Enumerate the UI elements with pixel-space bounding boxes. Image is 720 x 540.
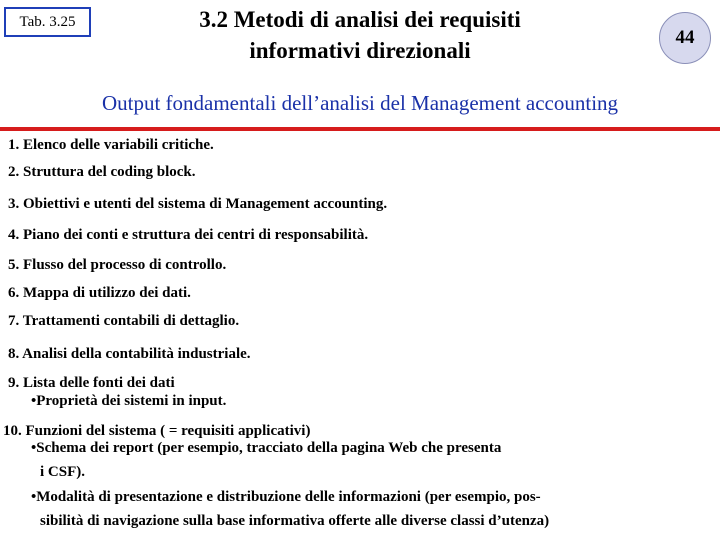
list-subitem-continuation: sibilità di navigazione sulla base informativa offerte alle diverse classi d’utenza) — [40, 513, 550, 529]
divider-rule — [0, 127, 720, 131]
slide-title-line-2: informativi direzionali — [249, 38, 471, 63]
list-item: 4. Piano dei conti e struttura dei centri di responsabilità. — [8, 227, 369, 243]
list-subitem: •Modalità di presentazione e distribuzione delle informazioni (per esempio, pos- — [31, 489, 541, 505]
slide-title-line-1: 3.2 Metodi di analisi dei requisiti — [199, 7, 521, 32]
slide-title — [130, 4, 590, 66]
list-item: 9. Lista delle fonti dei dati — [8, 375, 175, 391]
table-number-label: Tab. 3.25 — [4, 7, 91, 37]
list-item: 10. Funzioni del sistema ( = requisiti applicativi) — [3, 423, 311, 439]
list-item: 3. Obiettivi e utenti del sistema di Management accounting. — [8, 196, 388, 212]
list-item: 5. Flusso del processo di controllo. — [8, 257, 227, 273]
page-number-badge: 44 — [659, 12, 711, 64]
list-subitem: •Proprietà dei sistemi in input. — [31, 393, 227, 409]
list-subitem-continuation: i CSF). — [40, 464, 85, 480]
list-item: 7. Trattamenti contabili di dettaglio. — [8, 313, 240, 329]
list-item: 2. Struttura del coding block. — [8, 164, 196, 180]
list-item: 1. Elenco delle variabili critiche. — [8, 137, 214, 153]
list-subitem: •Schema dei report (per esempio, tracciato della pagina Web che presenta — [31, 440, 502, 456]
list-item: 6. Mappa di utilizzo dei dati. — [8, 285, 191, 301]
list-item: 8. Analisi della contabilità industriale. — [8, 346, 251, 362]
slide-subtitle: Output fondamentali dell’analisi del Management accounting — [101, 91, 619, 115]
